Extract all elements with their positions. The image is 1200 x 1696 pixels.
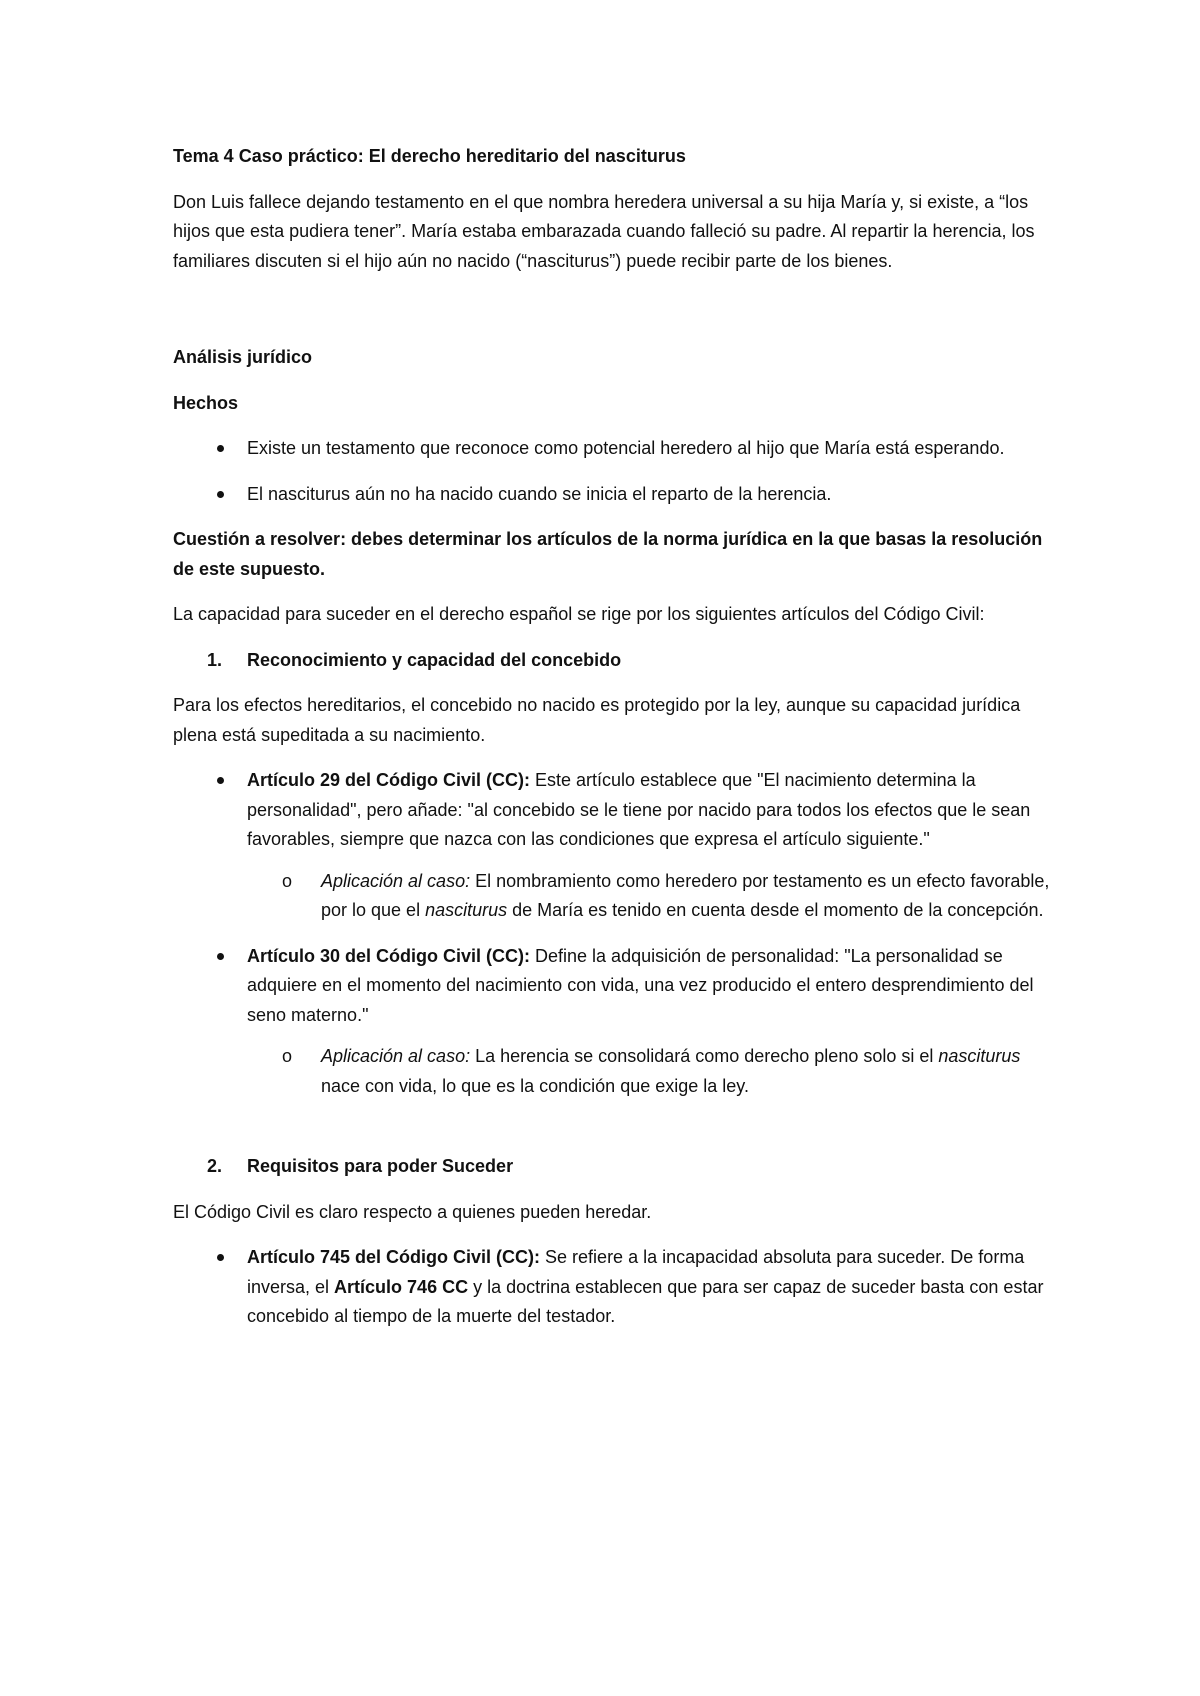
section-1-heading — [173, 646, 1050, 676]
question-paragraph: Cuestión a resolver: debes determinar los artículos de la norma jurídica en la que basas la resolución de este supuesto. — [173, 529, 1043, 579]
application-text: El nombramiento como heredero por testamento es un efecto favorable, por lo que el — [321, 870, 1050, 920]
facts-list — [173, 434, 1050, 509]
capacity-intro-paragraph: La capacidad para suceder en el derecho español se rige por los siguientes artículos del Código Civil: — [173, 604, 985, 624]
case-intro-paragraph: Don Luis fallece dejando testamento en el que nombra heredera universal a su hija María y, si existe, a “los hijos que esta pudiera tener”. María estaba embarazada cuando falleció su padre. Al repartir la herencia, los familiares discuten si el hijo aún no nacido (“nasciturus”) puede recibir parte de los bienes. — [173, 191, 1035, 271]
application-text: nace con vida, lo que es la condición que exige la ley. — [321, 1075, 749, 1096]
sub-list — [247, 1042, 1050, 1101]
section-number: 2. — [207, 1156, 223, 1176]
facts-heading: Hechos — [173, 392, 239, 413]
article-label: Artículo 745 del Código Civil (CC): — [247, 1247, 541, 1267]
application-italic: nasciturus — [425, 900, 508, 920]
application-text: La herencia se consolidará como derecho pleno solo si el — [470, 1046, 939, 1066]
article-29-item — [173, 766, 1050, 926]
section-2-heading — [173, 1152, 1050, 1182]
sub-list-item — [247, 1042, 1050, 1101]
sub-bullet-icon: o — [282, 870, 293, 891]
analysis-heading: Análisis jurídico — [173, 347, 313, 367]
article-text: Define la adquisición de personalidad: "La personalidad se adquiere en el momento del nacimiento con vida, una vez producido el entero desprendimiento del seno materno." — [247, 945, 1034, 1025]
application-label: Aplicación al caso: — [321, 1046, 471, 1066]
article-label: Artículo 30 del Código Civil (CC): — [247, 945, 531, 966]
sub-list — [247, 867, 1050, 926]
article-text: Este artículo establece que "El nacimiento determina la personalidad", pero añade: "al concebido se le tiene por nacido para todos los efectos que le sean favorables, siempre que nazca con las condiciones que expresa el artículo siguiente." — [247, 770, 1031, 849]
article-text: Se refiere a la incapacidad absoluta para suceder. De forma inversa, el — [247, 1247, 1025, 1297]
list-item — [173, 480, 1050, 510]
fact-text: El nasciturus aún no ha nacido cuando se inicia el reparto de la herencia. — [247, 483, 832, 504]
article-label: Artículo 29 del Código Civil (CC): — [247, 770, 531, 790]
article-745-item — [173, 1243, 1050, 1332]
fact-text: Existe un testamento que reconoce como potencial heredero al hijo que María está esperando. — [247, 438, 1005, 458]
application-italic: nasciturus — [938, 1046, 1021, 1066]
article-inline-bold: Artículo 746 CC — [334, 1276, 469, 1297]
application-label: Aplicación al caso: — [321, 870, 471, 891]
article-text: y la doctrina establecen que para ser capaz de suceder basta con estar concebido al tiempo de la muerte del testador. — [247, 1276, 1044, 1326]
section-number: 1. — [207, 649, 223, 670]
section-2-articles — [173, 1243, 1050, 1332]
section-1-intro: Para los efectos hereditarios, el concebido no nacido es protegido por la ley, aunque su capacidad jurídica plena está supeditada a su nacimiento. — [173, 695, 1021, 745]
sub-list-item — [247, 867, 1050, 926]
application-text: de María es tenido en cuenta desde el momento de la concepción. — [507, 900, 1044, 920]
sub-bullet-icon: o — [282, 1046, 293, 1066]
article-30-item — [173, 942, 1050, 1102]
document-title: Tema 4 Caso práctico: El derecho hereditario del nasciturus — [173, 146, 686, 166]
section-title: Reconocimiento y capacidad del concebido — [247, 649, 622, 670]
list-item — [173, 434, 1050, 464]
section-1-articles — [173, 766, 1050, 1101]
section-2-intro: El Código Civil es claro respecto a quienes pueden heredar. — [173, 1201, 652, 1222]
section-title: Requisitos para poder Suceder — [247, 1156, 514, 1176]
